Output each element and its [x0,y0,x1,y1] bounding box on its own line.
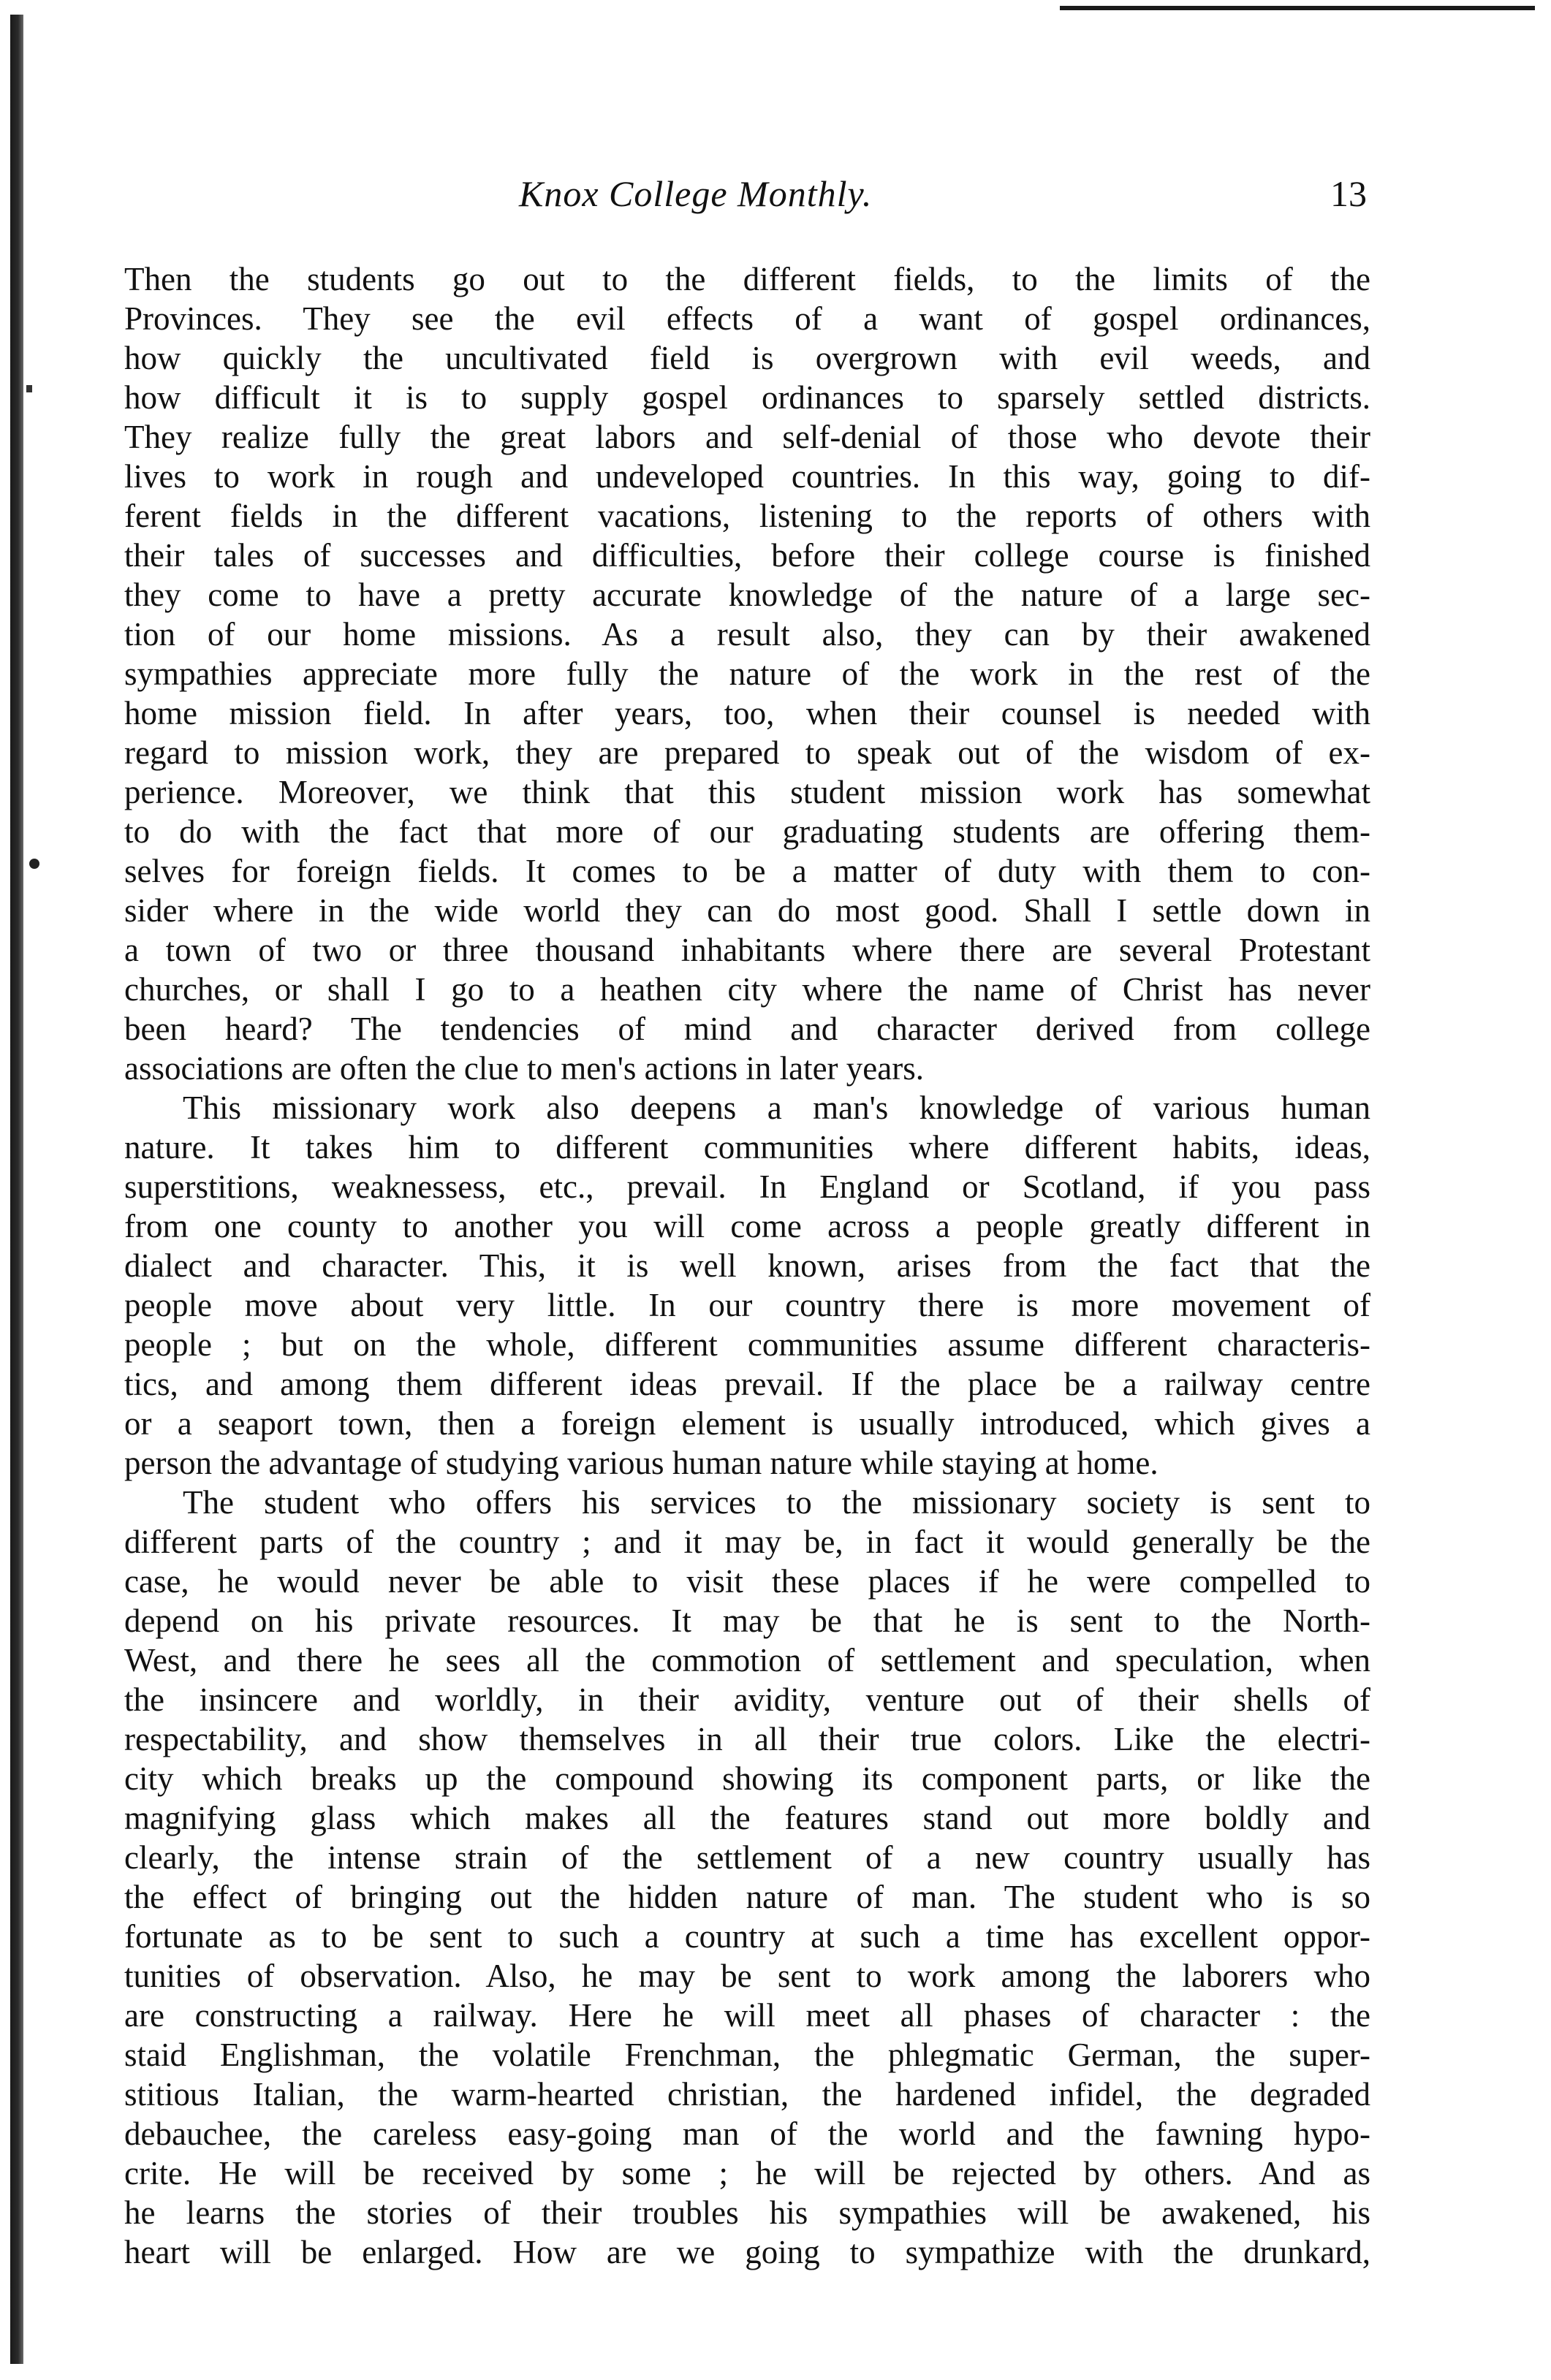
text-line: people ; but on the whole, different communities assume different characteris- [124,1326,1370,1363]
text-line: fortunate as to be sent to such a country at such a time has excellent oppor- [124,1918,1370,1955]
text-line: magnifying glass which makes all the features stand out more boldly and [124,1800,1370,1836]
text-line: selves for foreign fields. It comes to be a matter of duty with them to con- [124,853,1370,889]
text-line: sider where in the wide world they can do most good. Shall I settle down in [124,892,1370,929]
page-header [124,172,1367,238]
running-title: Knox College Monthly. [519,173,873,214]
text-line: from one county to another you will come across a people greatly different in [124,1208,1370,1244]
page-number: 13 [1330,173,1367,214]
text-line: stitious Italian, the warm-hearted christian, the hardened infidel, the degraded [124,2076,1370,2113]
text-line: case, he would never be able to visit these places if he were compelled to [124,1563,1370,1600]
text-line: clearly, the intense strain of the settlement of a new country usually has [124,1839,1370,1876]
text-line: tics, and among them different ideas prevail. If the place be a railway centre [124,1366,1370,1402]
text-line: or a seaport town, then a foreign element is usually introduced, which gives a [124,1405,1370,1442]
text-line: West, and there he sees all the commotion of settlement and speculation, when [124,1642,1370,1678]
text-line: ferent fields in the different vacations, listening to the reports of others with [124,498,1370,534]
text-line: their tales of successes and difficulties, before their college course is finished [124,537,1370,574]
text-line: different parts of the country ; and it may be, in fact it would generally be the [124,1524,1370,1560]
text-line: staid Englishman, the volatile Frenchman, the phlegmatic German, the super- [124,2037,1370,2073]
text-line: regard to mission work, they are prepared to speak out of the wisdom of ex- [124,734,1370,771]
scan-dot [29,859,39,869]
scan-speck [26,385,32,392]
text-line: a town of two or three thousand inhabitants where there are several Protestant [124,932,1370,968]
text-line: been heard? The tendencies of mind and character derived from college [124,1011,1370,1047]
text-line: respectability, and show themselves in all their true colors. Like the electri- [124,1721,1370,1757]
text-line: perience. Moreover, we think that this student mission work has somewhat [124,774,1370,810]
article-body [124,259,1370,2272]
text-line: This missionary work also deepens a man's knowledge of various human [183,1090,1370,1126]
text-line: are constructing a railway. Here he will meet all phases of character : the [124,1997,1370,2034]
text-line: nature. It takes him to different communities where different habits, ideas, [124,1129,1370,1166]
scan-border-top [1060,6,1535,10]
text-line: churches, or shall I go to a heathen city where the name of Christ has never [124,971,1370,1008]
text-line: how quickly the uncultivated field is overgrown with evil weeds, and [124,340,1370,376]
text-line: sympathies appreciate more fully the nature of the work in the rest of the [124,655,1370,692]
text-line: lives to work in rough and undeveloped countries. In this way, going to dif- [124,458,1370,495]
text-line: dialect and character. This, it is well known, arises from the fact that the [124,1247,1370,1284]
scan-border-left [10,15,23,2364]
text-line: They realize fully the great labors and self-denial of those who devote their [124,419,1370,455]
text-line: person the advantage of studying various human nature while staying at home. [124,1445,1158,1481]
text-line: crite. He will be received by some ; he will be rejected by others. And as [124,2155,1370,2191]
text-line: debauchee, the careless easy-going man of the world and the fawning hypo- [124,2115,1370,2152]
text-line: they come to have a pretty accurate knowledge of the nature of a large sec- [124,577,1370,613]
text-line: superstitions, weaknessess, etc., prevail. In England or Scotland, if you pass [124,1168,1370,1205]
text-line: the insincere and worldly, in their avidity, venture out of their shells of [124,1681,1370,1718]
text-line: tion of our home missions. As a result also, they can by their awakened [124,616,1370,653]
text-line: heart will be enlarged. How are we going to sympathize with the drunkard, [124,2234,1370,2270]
text-line: people move about very little. In our country there is more movement of [124,1287,1370,1323]
text-line: Provinces. They see the evil effects of a want of gospel ordinances, [124,300,1370,337]
text-line: associations are often the clue to men's actions in later years. [124,1050,924,1087]
text-line: home mission field. In after years, too, when their counsel is needed with [124,695,1370,731]
text-line: The student who offers his services to the missionary society is sent to [183,1484,1370,1521]
text-line: he learns the stories of their troubles his sympathies will be awakened, his [124,2194,1370,2231]
text-line: Then the students go out to the different fields, to the limits of the [124,261,1370,297]
text-line: city which breaks up the compound showing its component parts, or like the [124,1760,1370,1797]
text-line: depend on his private resources. It may be that he is sent to the North- [124,1602,1370,1639]
text-line: to do with the fact that more of our graduating students are offering them- [124,813,1370,850]
text-line: the effect of bringing out the hidden nature of man. The student who is so [124,1879,1370,1915]
text-line: tunities of observation. Also, he may be sent to work among the laborers who [124,1958,1370,1994]
text-line: how difficult it is to supply gospel ordinances to sparsely settled districts. [124,379,1370,416]
